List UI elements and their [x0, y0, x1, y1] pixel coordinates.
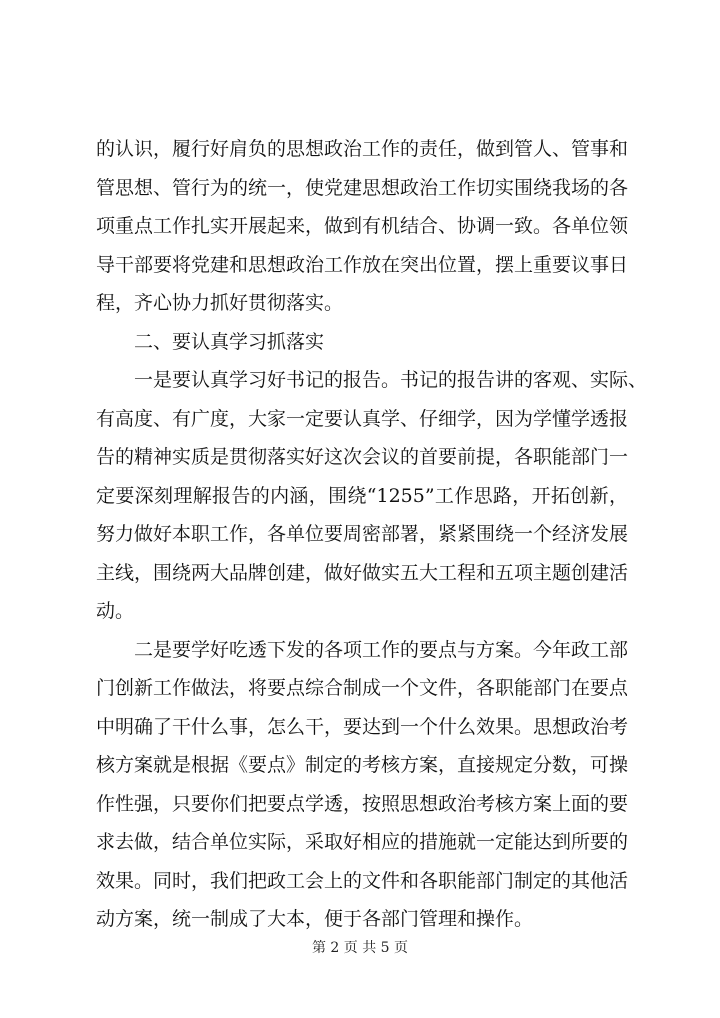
text-line: 动。: [96, 600, 135, 622]
text-line: 二、要认真学习抓落实: [134, 330, 325, 353]
page-footer: 第 2 页 共 5 页: [311, 940, 409, 956]
text-line: 作性强，只要你们把要点学透，按照思想政治考核方案上面的要: [96, 792, 629, 815]
text-line: 告的精神实质是贯彻落实好这次会议的首要前提，各职能部门一: [96, 446, 629, 468]
text-line: 项重点工作扎实开展起来，做到有机结合、协调一致。各单位领: [96, 215, 629, 237]
text-line: 的认识，履行好肩负的思想政治工作的责任，做到管人、管事和: [96, 138, 629, 160]
text-line: 导干部要将党建和思想政治工作放在突出位置，摆上重要议事日: [96, 253, 629, 276]
text-line: 核方案就是根据《要点》制定的考核方案，直接规定分数，可操: [96, 754, 629, 776]
text-line: 定要深刻理解报告的内涵，围绕“1255”工作思路，开拓创新，: [96, 484, 628, 507]
text-line: 努力做好本职工作，各单位要周密部署，紧紧围绕一个经济发展: [96, 523, 629, 545]
text-line: 动方案，统一制成了大本，便于各部门管理和操作。: [96, 908, 534, 930]
text-line: 效果。同时，我们把政工会上的文件和各职能部门制定的其他活: [96, 869, 629, 892]
text-line: 一是要认真学习好书记的报告。书记的报告讲的客观、实际、: [134, 369, 648, 391]
text-line: 门创新工作做法，将要点综合制成一个文件，各职能部门在要点: [96, 677, 629, 699]
text-line: 程，齐心协力抓好贯彻落实。: [96, 292, 344, 314]
text-line: 有高度、有广度，大家一定要认真学、仔细学，因为学懂学透报: [96, 407, 629, 430]
text-line: 主线，围绕两大品牌创建，做好做实五大工程和五项主题创建活: [96, 561, 629, 584]
document-body: [96, 130, 648, 939]
text-line: 二是要学好吃透下发的各项工作的要点与方案。今年政工部: [134, 638, 629, 661]
text-line: 中明确了干什么事，怎么干，要达到一个什么效果。思想政治考: [96, 715, 629, 738]
text-line: 求去做，结合单位实际，采取好相应的措施就一定能达到所要的: [96, 831, 629, 853]
text-line: 管思想、管行为的统一，使党建思想政治工作切实围绕我场的各: [96, 176, 629, 199]
